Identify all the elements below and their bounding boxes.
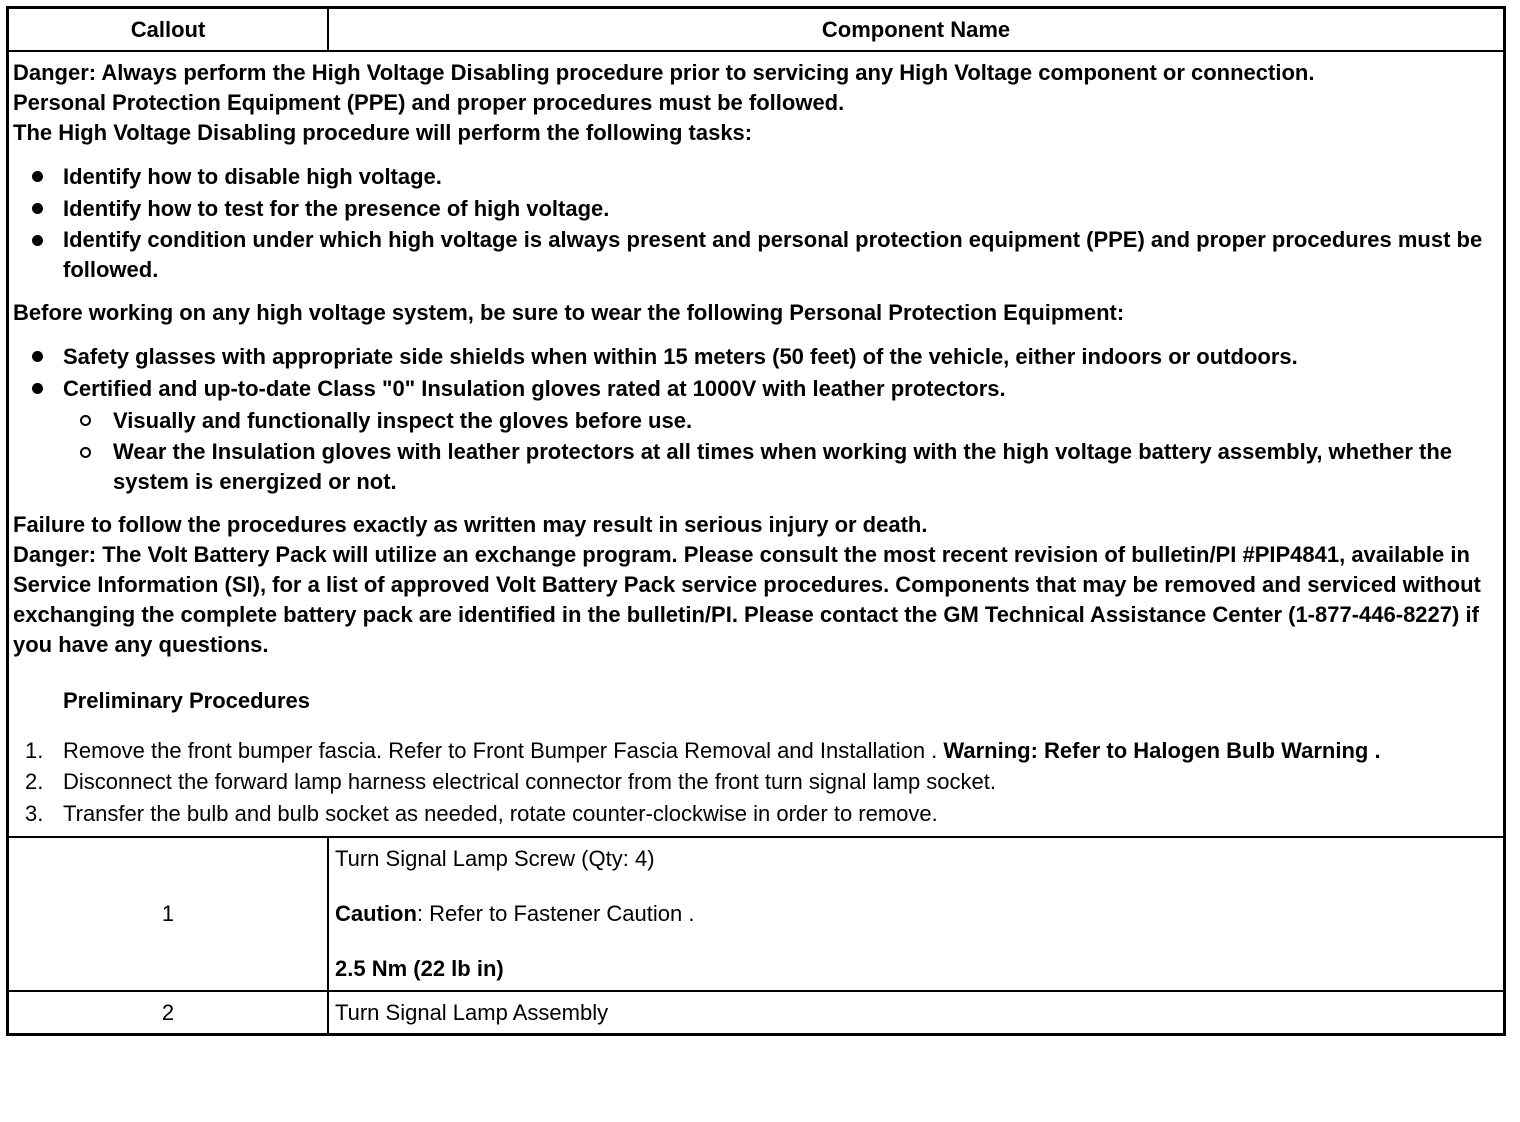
caution-text: : Refer to Fastener Caution . — [416, 901, 695, 926]
step-text: Transfer the bulb and bulb socket as needed, rotate counter-clockwise in order to remove. — [63, 801, 938, 826]
step-text: Remove the front bumper fascia. Refer to Front Bumper Fascia Removal and Installation . — [63, 738, 938, 763]
callout-header: Callout — [9, 9, 329, 50]
glove-subitem: Wear the Insulation gloves with leather protectors at all times when working with the high voltage battery assembly, whether the system is energized or not. — [113, 437, 1497, 497]
component-cell — [329, 838, 1503, 990]
ppe-item: Safety glasses with appropriate side shields when within 15 meters (50 feet) of the vehicle, either indoors or outdoors. — [63, 341, 1497, 373]
procedure-step — [25, 798, 1497, 830]
danger-intro-1: Danger: Always perform the High Voltage Disabling procedure prior to servicing any High Voltage component or connection. — [13, 60, 1315, 85]
task-item: Identify how to test for the presence of high voltage. — [63, 193, 1497, 225]
ppe-item-gloves — [63, 373, 1497, 497]
danger-intro-3: The High Voltage Disabling procedure will perform the following tasks: — [13, 120, 753, 145]
ppe-item-text: Certified and up-to-date Class "0" Insulation gloves rated at 1000V with leather protectors. — [63, 376, 1006, 401]
component-table — [6, 6, 1506, 1036]
component-name: Turn Signal Lamp Assembly — [335, 999, 609, 1025]
ppe-list — [13, 341, 1497, 497]
preliminary-procedures-title: Preliminary Procedures — [63, 688, 311, 713]
step-warning: Warning: Refer to Halogen Bulb Warning . — [943, 738, 1381, 763]
table-row — [9, 992, 1503, 1033]
danger-block — [9, 52, 1503, 836]
task-item: Identify condition under which high voltage is always present and personal protection equipment (PPE) and proper procedures must be followed. — [63, 225, 1497, 285]
step-number: 3. — [25, 801, 44, 826]
component-name-header: Component Name — [821, 16, 1011, 42]
procedure-step — [25, 766, 1497, 798]
danger-row — [9, 52, 1503, 838]
callout-cell: 2 — [9, 992, 329, 1033]
table-header-row — [9, 9, 1503, 52]
component-name: Turn Signal Lamp Screw (Qty: 4) — [335, 846, 655, 871]
procedure-steps — [13, 736, 1497, 830]
caution-label: Caution — [335, 901, 417, 926]
glove-sublist — [63, 405, 1497, 497]
exchange-danger: Danger: The Volt Battery Pack will utilize an exchange program. Please consult the most recent revision of bulletin/PI #PIP4841, available in Service Information (SI), for a list of approved Volt Battery Pack service procedures. Components that may be removed and serviced without exchanging the complete battery pack are identified in the bulletin/PI. Please contact the GM Technical Assistance Center (1-877-446-8227) if you have any questions. — [13, 542, 1481, 657]
failure-warning: Failure to follow the procedures exactly as written may result in serious injury or death. — [13, 512, 928, 537]
task-list — [13, 161, 1497, 285]
ppe-intro: Before working on any high voltage system, be sure to wear the following Personal Protection Equipment: — [13, 300, 1125, 325]
step-number: 2. — [25, 769, 44, 794]
task-item: Identify how to disable high voltage. — [63, 161, 1497, 193]
torque-spec: 2.5 Nm (22 lb in) — [335, 956, 504, 981]
danger-intro-2: Personal Protection Equipment (PPE) and proper procedures must be followed. — [13, 90, 845, 115]
component-cell — [329, 992, 1503, 1033]
procedure-step — [25, 736, 1497, 766]
step-text: Disconnect the forward lamp harness electrical connector from the front turn signal lamp socket. — [63, 769, 996, 794]
table-row — [9, 838, 1503, 992]
glove-subitem: Visually and functionally inspect the gloves before use. — [113, 405, 1497, 437]
callout-cell: 1 — [9, 838, 329, 990]
caution-note — [335, 901, 1495, 927]
step-number: 1. — [25, 738, 44, 763]
